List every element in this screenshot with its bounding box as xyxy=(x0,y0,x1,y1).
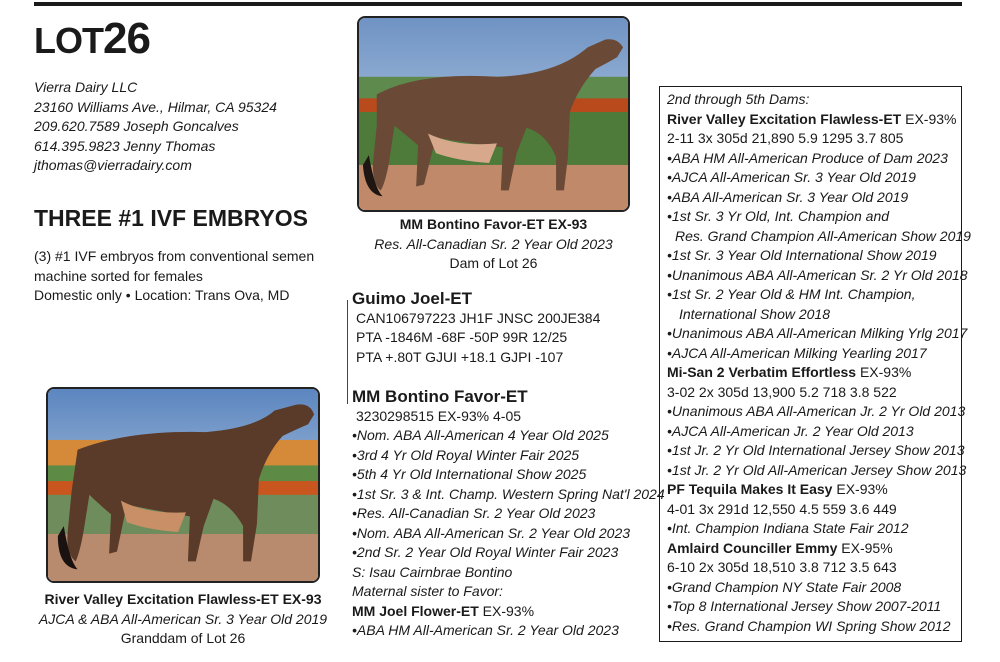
consignor-phone-2: 614.395.9823 Jenny Thomas xyxy=(34,137,216,154)
lot-number: 26 xyxy=(102,14,150,63)
dam4-award: •Int. Champion Indiana State Fair 2012 xyxy=(667,520,909,536)
dam2-award: •ABA All-American Sr. 3 Year Old 2019 xyxy=(667,188,909,205)
dam-photo-name: MM Bontino Favor-ET EX-93 xyxy=(399,216,588,232)
lot-title xyxy=(34,14,150,64)
consignor-phone-1: 209.620.7589 Joseph Goncalves xyxy=(34,118,239,134)
dam2-award: •AJCA All-American Milking Yearling 2017 xyxy=(667,344,927,361)
lot-headline: THREE #1 IVF EMBRYOS xyxy=(34,205,308,231)
dam-photo-award: Res. All-Canadian Sr. 2 Year Old 2023 xyxy=(374,235,613,252)
dam5-award: •Grand Champion NY State Fair 2008 xyxy=(667,578,902,595)
description-line: machine sorted for females xyxy=(34,267,203,284)
dam-id-line: 3230298515 EX-93% 4-05 xyxy=(356,407,522,424)
dam3-award: •AJCA All-American Jr. 2 Year Old 2013 xyxy=(667,422,914,439)
dam3-record: 3-02 2x 305d 13,900 5.2 718 3.8 522 xyxy=(667,383,897,400)
dam-award: •5th 4 Yr Old International Show 2025 xyxy=(352,466,587,482)
dam-award: •3rd 4 Yr Old Royal Winter Fair 2025 xyxy=(352,446,580,463)
dam2-award: International Show 2018 xyxy=(679,305,830,322)
dam-award: •Nom. ABA All-American Sr. 2 Year Old 2023 xyxy=(352,524,631,541)
sire-block xyxy=(352,289,600,367)
dam5-record: 6-10 2x 305d 18,510 3.8 712 3.5 643 xyxy=(667,559,897,575)
granddam-photo-name: River Valley Excitation Flawless-ET EX-93 xyxy=(44,591,322,607)
consignor-address: 23160 Williams Ave., Hilmar, CA 95324 xyxy=(34,98,277,115)
dam2-award: •Unanimous ABA All-American Sr. 2 Yr Old 2018 xyxy=(667,266,968,283)
dam2-name: River Valley Excitation Flawless-ET xyxy=(667,110,902,127)
dam2-award: •AJCA All-American Sr. 3 Year Old 2019 xyxy=(667,169,916,185)
dam2-title xyxy=(667,110,961,130)
consignor-email: jthomas@vierradairy.com xyxy=(34,157,192,173)
dam5-award: •Top 8 International Jersey Show 2007-2011 xyxy=(667,598,942,614)
dam2-score: EX-93% xyxy=(901,110,957,127)
description-line: Domestic only • Location: Trans Ova, MD xyxy=(34,287,290,303)
dam3-award: •1st Jr. 2 Yr Old All-American Jersey Show 2013 xyxy=(667,461,967,478)
dam4-score: EX-93% xyxy=(832,481,888,497)
cow-image xyxy=(48,389,318,581)
maternal-sister-score: EX-93% xyxy=(478,602,535,619)
dam3-award: •Unanimous ABA All-American Jr. 2 Yr Old 2013 xyxy=(667,403,966,419)
sire-line: PTA +.80T GJUI +18.1 GJPI -107 xyxy=(356,348,564,365)
dam4-record: 4-01 3x 291d 12,550 4.5 559 3.6 449 xyxy=(667,500,897,517)
granddam-photo-award: AJCA & ABA All-American Sr. 3 Year Old 2019 xyxy=(38,610,328,627)
dams-heading: 2nd through 5th Dams: xyxy=(667,91,810,107)
dam2-award: •1st Sr. 2 Year Old & HM Int. Champion, xyxy=(667,286,916,302)
top-rule xyxy=(34,2,962,6)
dam2-award: Res. Grand Champion All-American Show 2019 xyxy=(675,227,971,244)
dam3-award: •1st Jr. 2 Yr Old International Jersey Show 2013 xyxy=(667,442,965,458)
dam-award: •1st Sr. 3 & Int. Champ. Western Spring Nat'l 2024 xyxy=(352,485,665,502)
dam-block xyxy=(352,387,665,641)
dam4-name: PF Tequila Makes It Easy xyxy=(667,481,833,497)
dam-award: •2nd Sr. 2 Year Old Royal Winter Fair 2023 xyxy=(352,544,619,560)
granddam-photo-relation: Granddam of Lot 26 xyxy=(120,630,246,646)
dam-award: •Nom. ABA All-American 4 Year Old 2025 xyxy=(352,427,609,443)
dam-photo-relation: Dam of Lot 26 xyxy=(449,255,538,271)
consignor-block xyxy=(34,78,277,176)
maternal-sister-line xyxy=(352,602,665,622)
dam-photo xyxy=(357,16,630,212)
dam2-award: •ABA HM All-American Produce of Dam 2023 xyxy=(667,149,948,166)
dam2-award: •1st Sr. 3 Yr Old, Int. Champion and xyxy=(667,208,890,224)
dam5-score: EX-95% xyxy=(837,539,893,556)
pedigree-bracket xyxy=(347,300,348,404)
maternal-sister-name: MM Joel Flower-ET xyxy=(352,602,479,619)
maternal-sister-label: Maternal sister to Favor: xyxy=(352,583,503,599)
sire-name: Guimo Joel-ET xyxy=(352,289,472,308)
consignor-name: Vierra Dairy LLC xyxy=(34,79,138,95)
dam2-award: •Unanimous ABA All-American Milking Yrlg 2017 xyxy=(667,325,968,341)
lot-word: LOT xyxy=(34,20,103,61)
dam5-name: Amlaird Counciller Emmy xyxy=(667,539,838,556)
granddam-photo-caption xyxy=(36,590,330,649)
dam2-record: 2-11 3x 305d 21,890 5.9 1295 3.7 805 xyxy=(667,130,904,146)
dam5-award: •Res. Grand Champion WI Spring Show 2012 xyxy=(667,617,951,634)
dam-photo-caption xyxy=(357,215,630,274)
granddam-photo xyxy=(46,387,320,583)
sire-line: CAN106797223 JH1F JNSC 200JE384 xyxy=(356,309,601,326)
dam3-score: EX-93% xyxy=(856,364,912,380)
cow-image xyxy=(359,18,628,210)
dam3-title xyxy=(667,363,961,383)
dam-award: •Res. All-Canadian Sr. 2 Year Old 2023 xyxy=(352,505,596,521)
maternal-sister-award: •ABA HM All-American Sr. 2 Year Old 2023 xyxy=(352,622,619,638)
dam3-name: Mi-San 2 Verbatim Effortless xyxy=(667,364,857,380)
dam4-title xyxy=(667,480,961,500)
dam5-title xyxy=(667,539,961,559)
dam-name: MM Bontino Favor-ET xyxy=(352,387,528,406)
sire-line: PTA -1846M -68F -50P 99R 12/25 xyxy=(356,329,568,345)
dams-box xyxy=(659,86,971,642)
description-line: (3) #1 IVF embryos from conventional semen xyxy=(34,248,315,264)
dam2-award: •1st Sr. 3 Year Old International Show 2019 xyxy=(667,247,937,263)
dam-sire-line: S: Isau Cairnbrae Bontino xyxy=(352,563,513,580)
lot-description xyxy=(34,247,314,306)
